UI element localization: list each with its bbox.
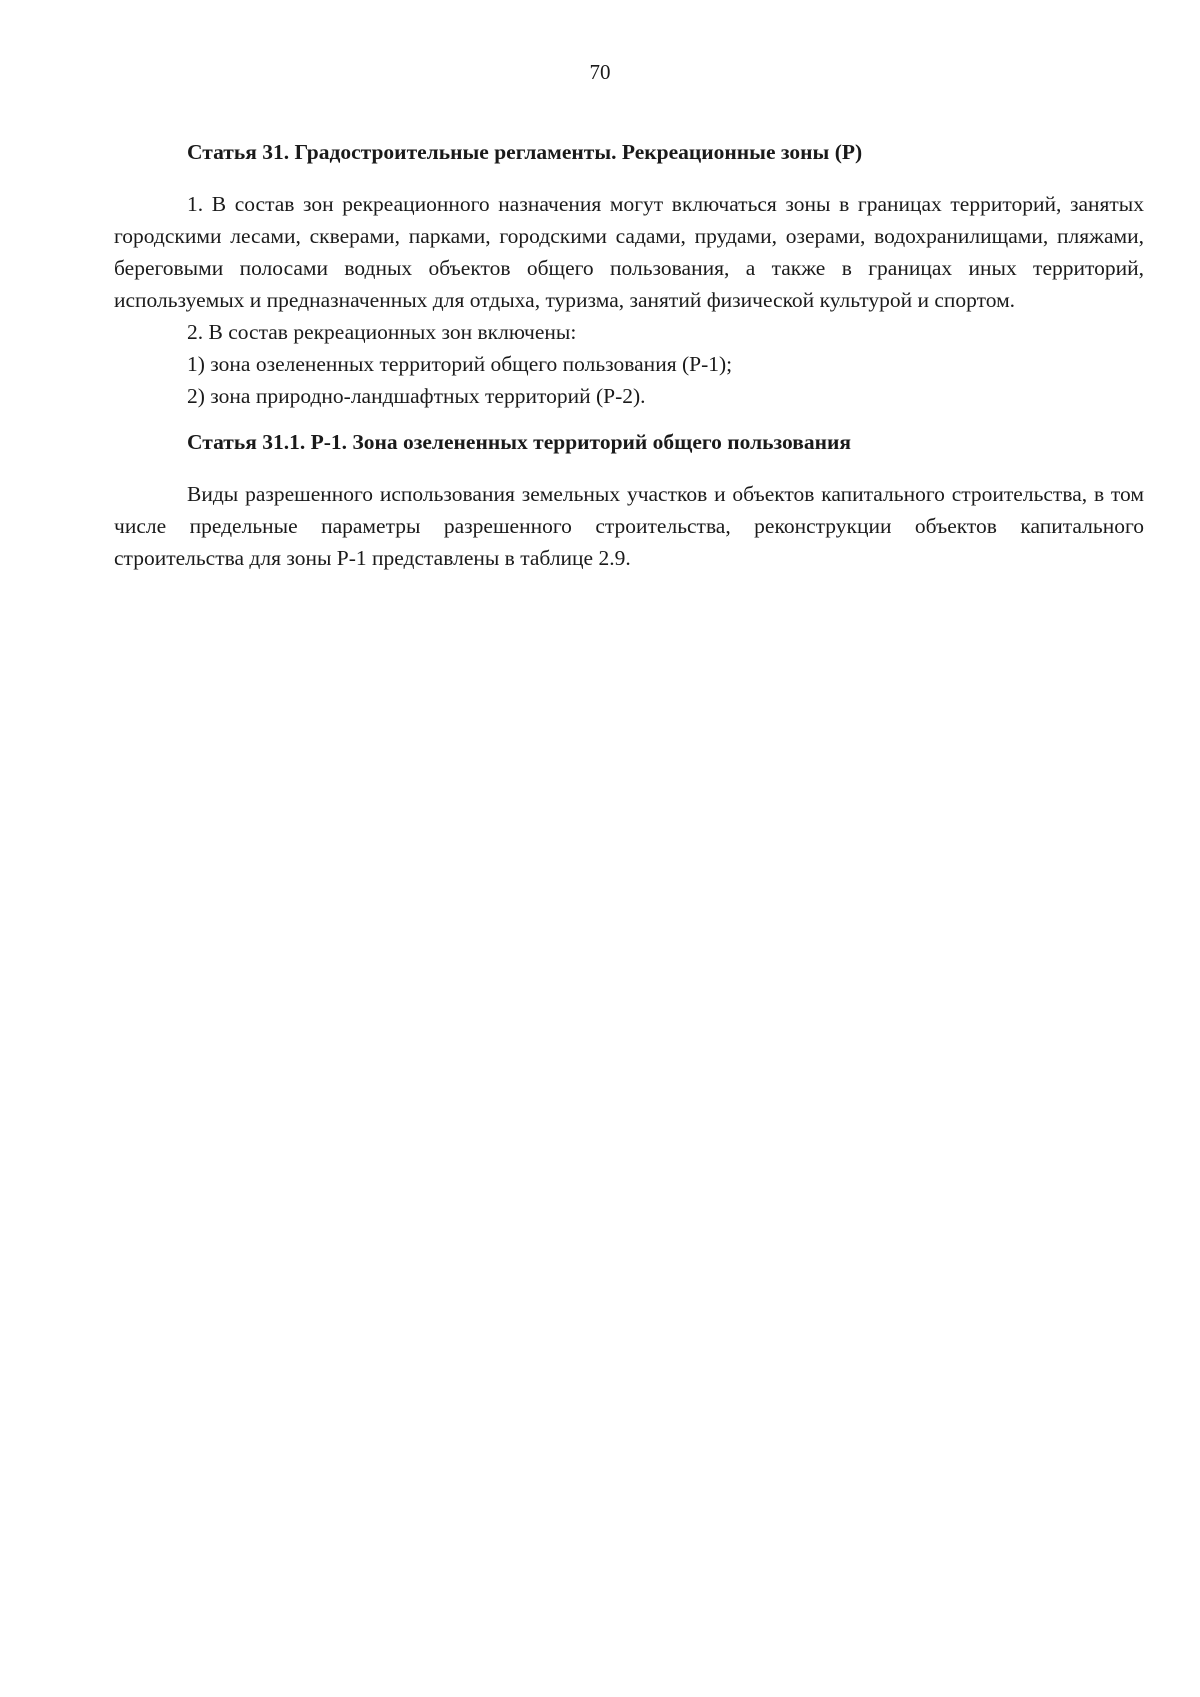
list-item: 1) зона озелененных территорий общего пользования (Р-1); [187, 352, 733, 376]
list-item: 2) зона природно-ландшафтных территорий (Р-2). [187, 384, 646, 408]
page-content [114, 136, 1144, 574]
article-31-heading: Статья 31. Градостроительные регламенты. Рекреационные зоны (Р) [187, 140, 863, 164]
article-31-1-heading: Статья 31.1. Р-1. Зона озелененных территорий общего пользования [187, 430, 852, 454]
article-31-paragraph-2: 2. В состав рекреационных зон включены: [187, 320, 577, 344]
article-31-paragraph-1: 1. В состав зон рекреационного назначения могут включаться зоны в границах территорий, занятых городскими лесами, скверами, парками, городскими садами, прудами, озерами, водохранилищами, пляжами, береговыми полосами водных объектов общего пользования, а также в границах иных территорий, используемых и предназначенных для отдыха, туризма, занятий физической культурой и спортом. [114, 192, 1144, 312]
article-31-1-paragraph: Виды разрешенного использования земельных участков и объектов капитального строительства, в том числе предельные параметры разрешенного строительства, реконструкции объектов капитального строительства для зоны Р-1 представлены в таблице 2.9. [114, 482, 1144, 570]
page-number: 70 [589, 60, 611, 84]
